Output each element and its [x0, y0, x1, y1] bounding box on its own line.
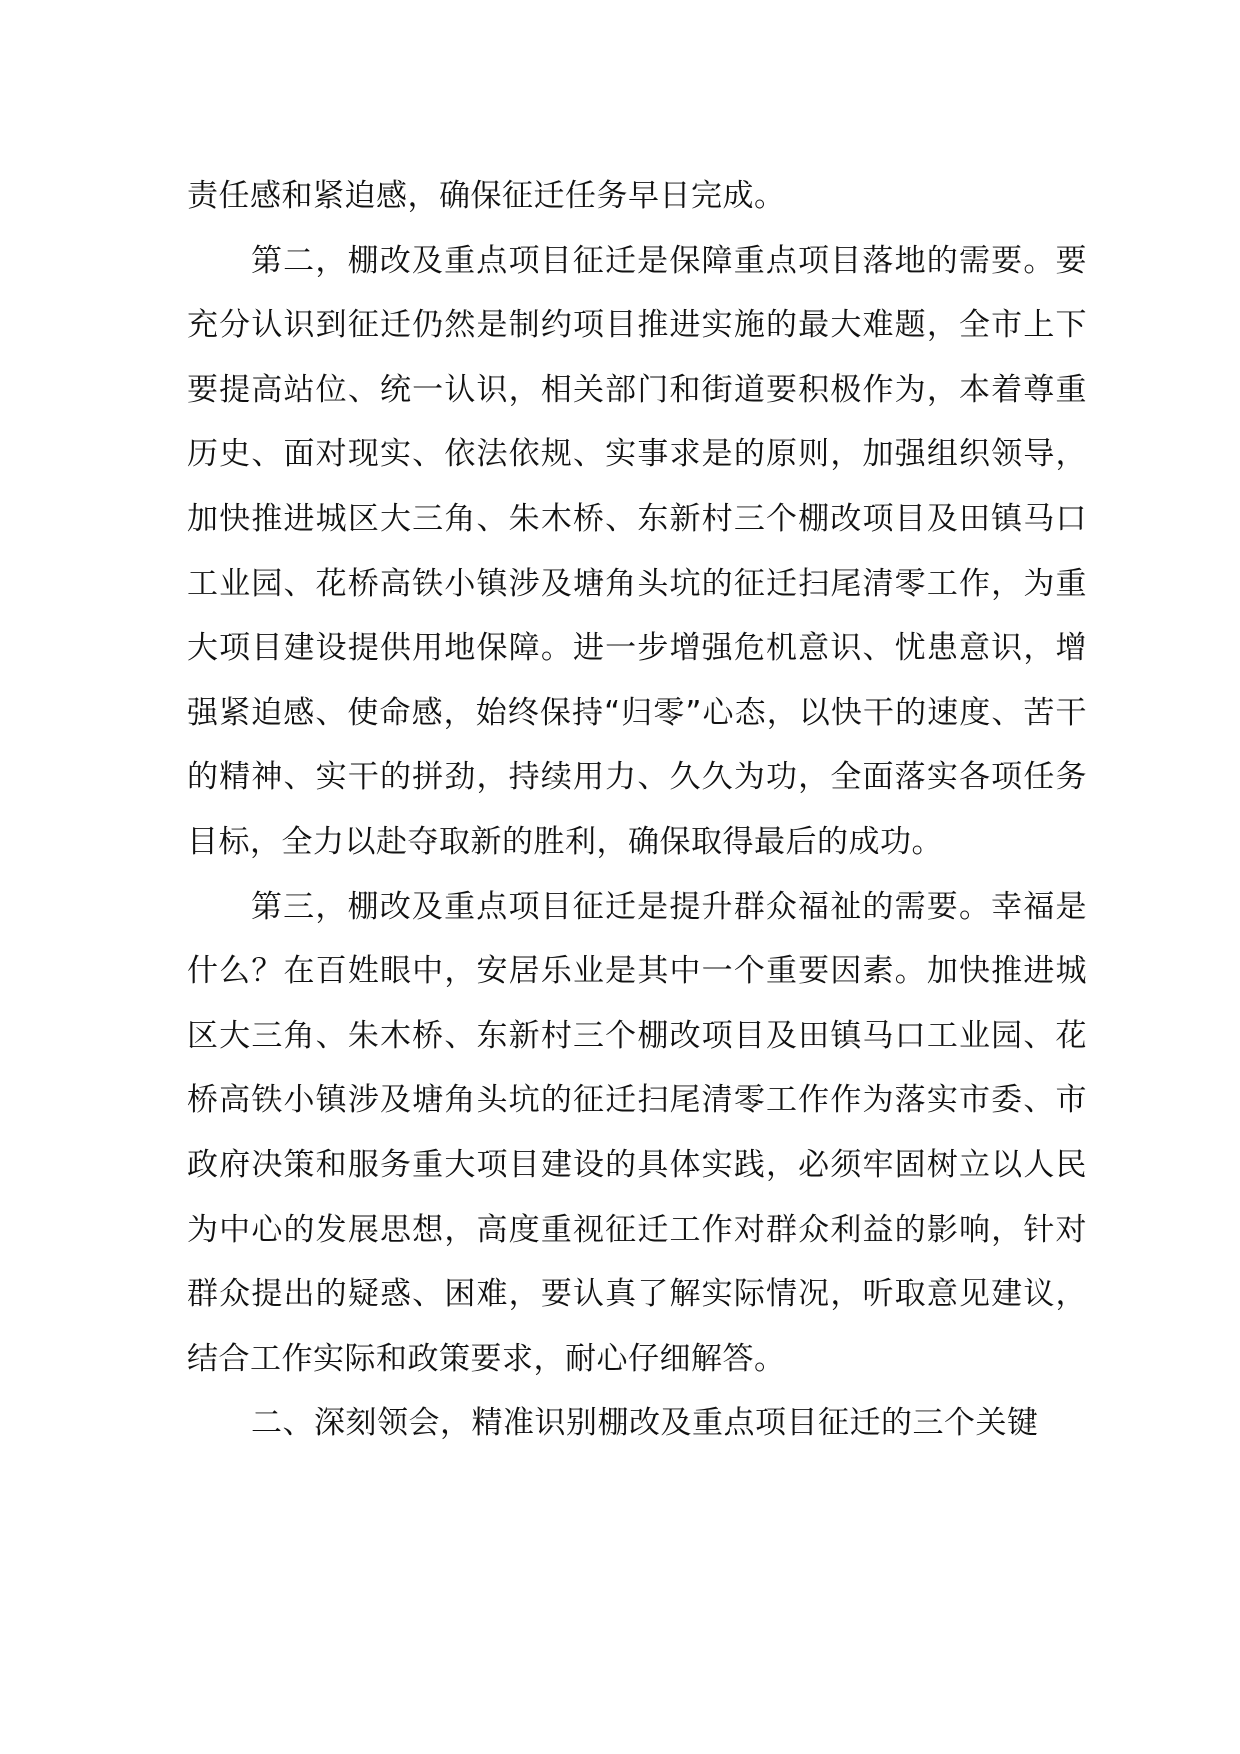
- section-heading-two: 二、深刻领会，精准识别棚改及重点项目征迁的三个关键: [251, 1405, 1039, 1442]
- paragraph-second-point: 第二，棚改及重点项目征迁是保障重点项目落地的需要。要充分认识到征迁仍然是制约项目推进实施的最大难题，全市上下要提高站位、统一认识，相关部门和街道要积极作为，本着尊重历史、面对现实、依法依规、实事求是的原则，加强组织领导，加快推进城区大三角、朱木桥、东新村三个棚改项目及田镇马口工业园、花桥高铁小镇涉及塘角头坑的征迁扫尾清零工作，为重大项目建设提供用地保障。进一步增强危机意识、忧患意识，增强紧迫感、使命感，始终保持“归零”心态，以快干的速度、苦干的精神、实干的拼劲，持续用力、久久为功，全面落实各项任务目标，全力以赴夺取新的胜利，确保取得最后的成功。: [187, 242, 1087, 860]
- document-body: [187, 164, 1087, 1456]
- paragraph-third-point: 第三，棚改及重点项目征迁是提升群众福祉的需要。幸福是什么？在百姓眼中，安居乐业是其中一个重要因素。加快推进城区大三角、朱木桥、东新村三个棚改项目及田镇马口工业园、花桥高铁小镇涉及塘角头坑的征迁扫尾清零工作作为落实市委、市政府决策和服务重大项目建设的具体实践，必须牢固树立以人民为中心的发展思想，高度重视征迁工作对群众利益的影响，针对群众提出的疑惑、困难，要认真了解实际情况，听取意见建议，结合工作实际和政策要求，耐心仔细解答。: [187, 888, 1087, 1377]
- paragraph-continuation: 责任感和紧迫感，确保征迁任务早日完成。: [187, 178, 786, 214]
